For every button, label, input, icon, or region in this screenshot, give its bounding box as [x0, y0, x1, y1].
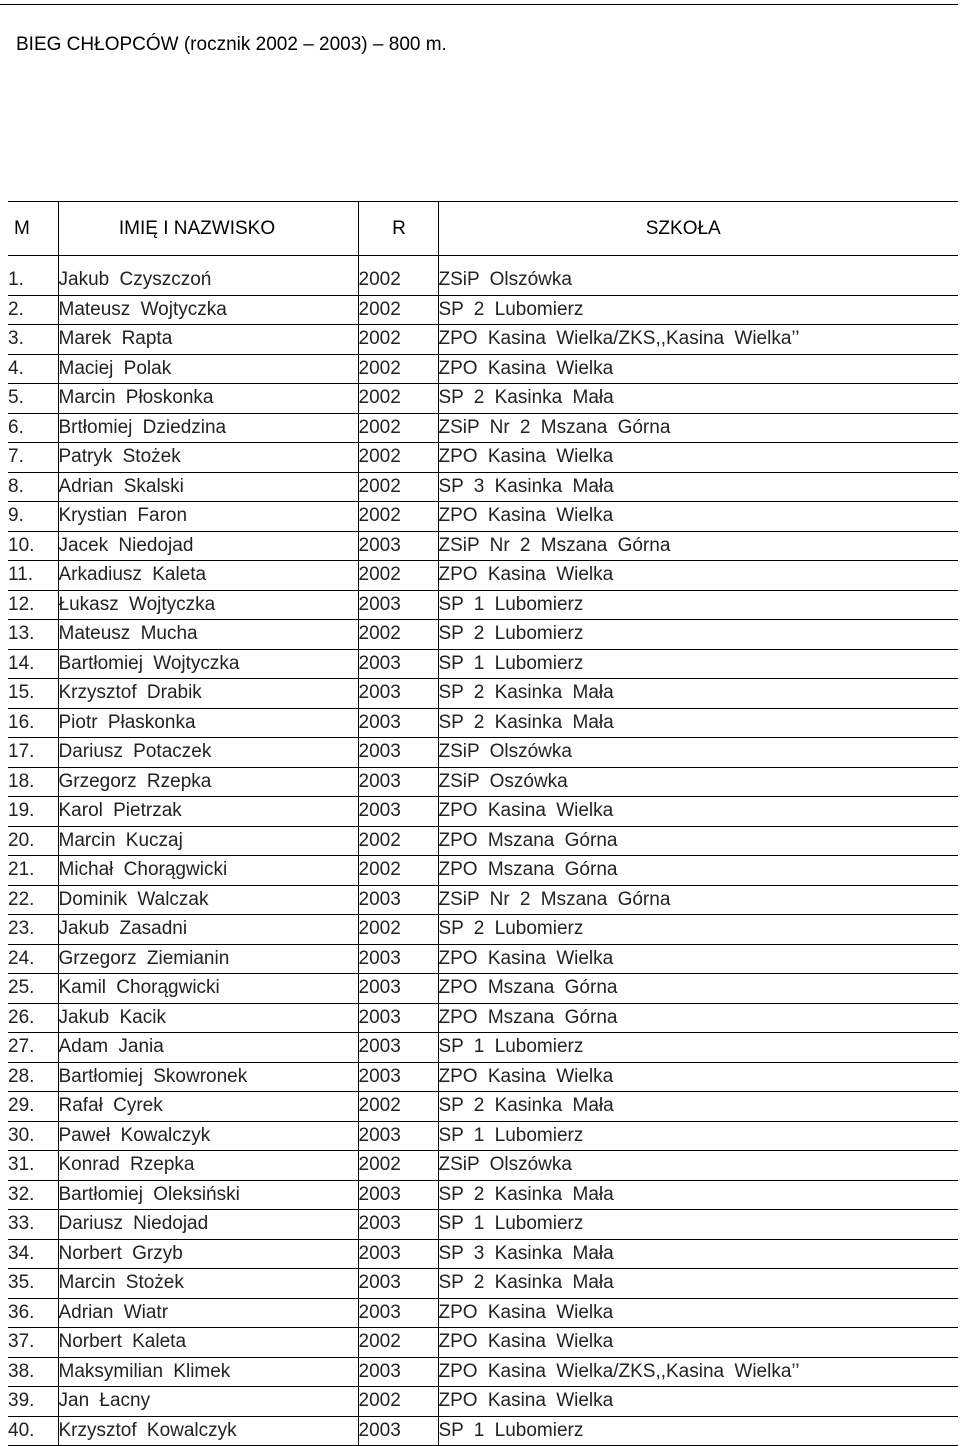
table-row: [8, 256, 958, 296]
cell-place: 35.: [8, 1269, 58, 1299]
cell-school: ZPO Kasina Wielka: [438, 1387, 958, 1417]
header-name: IMIĘ I NAZWISKO: [58, 202, 358, 256]
cell-name: Marcin Kuczaj: [58, 826, 358, 856]
table-row: [8, 620, 958, 650]
cell-school: ZPO Mszana Górna: [438, 826, 958, 856]
cell-place: 26.: [8, 1003, 58, 1033]
table-row: [8, 354, 958, 384]
cell-name: Paweł Kowalczyk: [58, 1121, 358, 1151]
cell-name: Mateusz Mucha: [58, 620, 358, 650]
table-row: [8, 1416, 958, 1446]
cell-school: SP 1 Lubomierz: [438, 1121, 958, 1151]
cell-place: 2.: [8, 295, 58, 325]
cell-place: 3.: [8, 325, 58, 355]
cell-school: ZPO Kasina Wielka: [438, 944, 958, 974]
header-school: SZKOŁA: [438, 202, 958, 256]
cell-school: ZPO Kasina Wielka: [438, 1298, 958, 1328]
table-row: [8, 649, 958, 679]
cell-school: SP 1 Lubomierz: [438, 1210, 958, 1240]
table-row: [8, 1180, 958, 1210]
cell-school: SP 1 Lubomierz: [438, 649, 958, 679]
cell-year: 2003: [358, 1298, 438, 1328]
cell-place: 28.: [8, 1062, 58, 1092]
table-row: [8, 1357, 958, 1387]
cell-year: 2002: [358, 561, 438, 591]
cell-year: 2002: [358, 384, 438, 414]
cell-place: 34.: [8, 1239, 58, 1269]
cell-place: 14.: [8, 649, 58, 679]
cell-year: 2003: [358, 1121, 438, 1151]
cell-year: 2003: [358, 1210, 438, 1240]
cell-name: Jakub Zasadni: [58, 915, 358, 945]
table-row: [8, 1328, 958, 1358]
table-row: [8, 826, 958, 856]
cell-place: 30.: [8, 1121, 58, 1151]
header-year: R: [358, 202, 438, 256]
table-row: [8, 384, 958, 414]
cell-year: 2002: [358, 915, 438, 945]
cell-school: SP 2 Kasinka Mała: [438, 708, 958, 738]
table-row: [8, 1151, 958, 1181]
table-row: [8, 797, 958, 827]
table-row: [8, 679, 958, 709]
cell-year: 2002: [358, 502, 438, 532]
cell-place: 39.: [8, 1387, 58, 1417]
table-row: [8, 1062, 958, 1092]
cell-school: ZSiP Olszówka: [438, 738, 958, 768]
cell-school: ZPO Kasina Wielka: [438, 354, 958, 384]
cell-name: Brtłomiej Dziedzina: [58, 413, 358, 443]
cell-school: SP 2 Kasinka Mała: [438, 1092, 958, 1122]
cell-name: Norbert Grzyb: [58, 1239, 358, 1269]
cell-year: 2003: [358, 885, 438, 915]
table-row: [8, 708, 958, 738]
cell-place: 37.: [8, 1328, 58, 1358]
cell-year: 2002: [358, 295, 438, 325]
cell-year: 2002: [358, 354, 438, 384]
cell-name: Jan Łacny: [58, 1387, 358, 1417]
cell-place: 17.: [8, 738, 58, 768]
cell-school: SP 2 Kasinka Mała: [438, 679, 958, 709]
cell-school: SP 2 Kasinka Mała: [438, 1269, 958, 1299]
cell-year: 2002: [358, 1151, 438, 1181]
table-row: [8, 1092, 958, 1122]
cell-school: ZPO Mszana Górna: [438, 974, 958, 1004]
cell-school: ZSiP Nr 2 Mszana Górna: [438, 885, 958, 915]
table-row: [8, 944, 958, 974]
cell-name: Norbert Kaleta: [58, 1328, 358, 1358]
cell-year: 2002: [358, 856, 438, 886]
cell-name: Piotr Płaskonka: [58, 708, 358, 738]
cell-year: 2002: [358, 1387, 438, 1417]
table-row: [8, 1387, 958, 1417]
cell-place: 10.: [8, 531, 58, 561]
cell-school: ZPO Kasina Wielka: [438, 561, 958, 591]
cell-name: Bartłomiej Oleksiński: [58, 1180, 358, 1210]
cell-name: Dariusz Potaczek: [58, 738, 358, 768]
cell-school: SP 1 Lubomierz: [438, 590, 958, 620]
cell-year: 2003: [358, 679, 438, 709]
cell-school: ZPO Kasina Wielka: [438, 502, 958, 532]
top-rule: [0, 4, 958, 5]
cell-name: Dominik Walczak: [58, 885, 358, 915]
cell-name: Jacek Niedojad: [58, 531, 358, 561]
cell-name: Adrian Skalski: [58, 472, 358, 502]
table-row: [8, 1033, 958, 1063]
cell-year: 2002: [358, 256, 438, 296]
cell-year: 2003: [358, 531, 438, 561]
cell-year: 2003: [358, 1033, 438, 1063]
cell-name: Bartłomiej Wojtyczka: [58, 649, 358, 679]
table-row: [8, 531, 958, 561]
table-row: [8, 413, 958, 443]
cell-year: 2002: [358, 413, 438, 443]
cell-name: Marek Rapta: [58, 325, 358, 355]
cell-year: 2003: [358, 590, 438, 620]
cell-name: Mateusz Wojtyczka: [58, 295, 358, 325]
cell-name: Krzysztof Drabik: [58, 679, 358, 709]
cell-school: SP 2 Kasinka Mała: [438, 1180, 958, 1210]
cell-school: ZPO Kasina Wielka: [438, 443, 958, 473]
cell-place: 20.: [8, 826, 58, 856]
cell-name: Adrian Wiatr: [58, 1298, 358, 1328]
cell-name: Patryk Stożek: [58, 443, 358, 473]
cell-name: Marcin Stożek: [58, 1269, 358, 1299]
table-row: [8, 738, 958, 768]
cell-year: 2002: [358, 620, 438, 650]
cell-year: 2003: [358, 797, 438, 827]
results-table: [8, 201, 958, 1446]
cell-year: 2003: [358, 1062, 438, 1092]
cell-school: SP 3 Kasinka Mała: [438, 1239, 958, 1269]
cell-year: 2003: [358, 738, 438, 768]
cell-place: 9.: [8, 502, 58, 532]
cell-year: 2003: [358, 1003, 438, 1033]
cell-place: 19.: [8, 797, 58, 827]
cell-school: SP 1 Lubomierz: [438, 1416, 958, 1446]
cell-year: 2002: [358, 1092, 438, 1122]
table-row: [8, 1121, 958, 1151]
cell-name: Michał Chorągwicki: [58, 856, 358, 886]
cell-name: Jakub Kacik: [58, 1003, 358, 1033]
cell-place: 12.: [8, 590, 58, 620]
cell-place: 31.: [8, 1151, 58, 1181]
cell-year: 2003: [358, 1416, 438, 1446]
table-row: [8, 974, 958, 1004]
cell-place: 7.: [8, 443, 58, 473]
cell-place: 38.: [8, 1357, 58, 1387]
cell-school: ZSiP Olszówka: [438, 256, 958, 296]
cell-name: Konrad Rzepka: [58, 1151, 358, 1181]
cell-name: Kamil Chorągwicki: [58, 974, 358, 1004]
cell-name: Jakub Czyszczoń: [58, 256, 358, 296]
cell-place: 25.: [8, 974, 58, 1004]
cell-name: Grzegorz Ziemianin: [58, 944, 358, 974]
cell-year: 2002: [358, 1328, 438, 1358]
cell-place: 11.: [8, 561, 58, 591]
cell-school: ZSiP Nr 2 Mszana Górna: [438, 531, 958, 561]
table-row: [8, 1298, 958, 1328]
cell-place: 40.: [8, 1416, 58, 1446]
cell-place: 13.: [8, 620, 58, 650]
cell-school: ZPO Kasina Wielka/ZKS,,Kasina Wielka’’: [438, 1357, 958, 1387]
cell-school: ZPO Kasina Wielka/ZKS,,Kasina Wielka’’: [438, 325, 958, 355]
cell-year: 2003: [358, 974, 438, 1004]
cell-name: Adam Jania: [58, 1033, 358, 1063]
header-place: M: [8, 202, 58, 256]
cell-place: 4.: [8, 354, 58, 384]
cell-school: ZPO Kasina Wielka: [438, 1328, 958, 1358]
table-row: [8, 1239, 958, 1269]
cell-year: 2003: [358, 649, 438, 679]
cell-name: Rafał Cyrek: [58, 1092, 358, 1122]
cell-place: 15.: [8, 679, 58, 709]
cell-place: 33.: [8, 1210, 58, 1240]
cell-place: 24.: [8, 944, 58, 974]
table-row: [8, 295, 958, 325]
cell-school: SP 2 Kasinka Mała: [438, 384, 958, 414]
cell-name: Bartłomiej Skowronek: [58, 1062, 358, 1092]
cell-year: 2003: [358, 708, 438, 738]
cell-year: 2002: [358, 325, 438, 355]
cell-place: 8.: [8, 472, 58, 502]
cell-year: 2002: [358, 443, 438, 473]
table-row: [8, 915, 958, 945]
cell-place: 29.: [8, 1092, 58, 1122]
cell-year: 2003: [358, 1269, 438, 1299]
cell-name: Dariusz Niedojad: [58, 1210, 358, 1240]
cell-school: SP 2 Lubomierz: [438, 295, 958, 325]
cell-school: SP 1 Lubomierz: [438, 1033, 958, 1063]
cell-name: Krzysztof Kowalczyk: [58, 1416, 358, 1446]
cell-place: 23.: [8, 915, 58, 945]
cell-place: 1.: [8, 256, 58, 296]
cell-year: 2003: [358, 767, 438, 797]
cell-year: 2003: [358, 1180, 438, 1210]
cell-name: Maciej Polak: [58, 354, 358, 384]
cell-year: 2003: [358, 944, 438, 974]
cell-year: 2003: [358, 1357, 438, 1387]
table-row: [8, 325, 958, 355]
cell-school: ZPO Mszana Górna: [438, 1003, 958, 1033]
cell-place: 32.: [8, 1180, 58, 1210]
cell-school: SP 3 Kasinka Mała: [438, 472, 958, 502]
table-row: [8, 561, 958, 591]
cell-school: ZSiP Olszówka: [438, 1151, 958, 1181]
table-row: [8, 590, 958, 620]
cell-name: Maksymilian Klimek: [58, 1357, 358, 1387]
cell-school: ZSiP Nr 2 Mszana Górna: [438, 413, 958, 443]
page-title: BIEG CHŁOPCÓW (rocznik 2002 – 2003) – 800 m.: [16, 34, 447, 55]
cell-place: 6.: [8, 413, 58, 443]
cell-school: ZPO Kasina Wielka: [438, 1062, 958, 1092]
table-header-row: [8, 202, 958, 256]
cell-place: 36.: [8, 1298, 58, 1328]
cell-name: Grzegorz Rzepka: [58, 767, 358, 797]
cell-name: Karol Pietrzak: [58, 797, 358, 827]
cell-name: Arkadiusz Kaleta: [58, 561, 358, 591]
cell-place: 21.: [8, 856, 58, 886]
cell-name: Krystian Faron: [58, 502, 358, 532]
table-row: [8, 1210, 958, 1240]
table-row: [8, 502, 958, 532]
cell-name: Łukasz Wojtyczka: [58, 590, 358, 620]
cell-school: ZSiP Oszówka: [438, 767, 958, 797]
cell-year: 2002: [358, 472, 438, 502]
cell-year: 2002: [358, 826, 438, 856]
cell-place: 22.: [8, 885, 58, 915]
table-row: [8, 767, 958, 797]
table-row: [8, 472, 958, 502]
cell-name: Marcin Płoskonka: [58, 384, 358, 414]
table-row: [8, 856, 958, 886]
cell-school: ZPO Mszana Górna: [438, 856, 958, 886]
table-row: [8, 1003, 958, 1033]
cell-year: 2003: [358, 1239, 438, 1269]
cell-school: SP 2 Lubomierz: [438, 620, 958, 650]
table-row: [8, 885, 958, 915]
cell-place: 5.: [8, 384, 58, 414]
cell-school: SP 2 Lubomierz: [438, 915, 958, 945]
cell-place: 27.: [8, 1033, 58, 1063]
cell-place: 16.: [8, 708, 58, 738]
table-row: [8, 1269, 958, 1299]
cell-school: ZPO Kasina Wielka: [438, 797, 958, 827]
table-row: [8, 443, 958, 473]
cell-place: 18.: [8, 767, 58, 797]
